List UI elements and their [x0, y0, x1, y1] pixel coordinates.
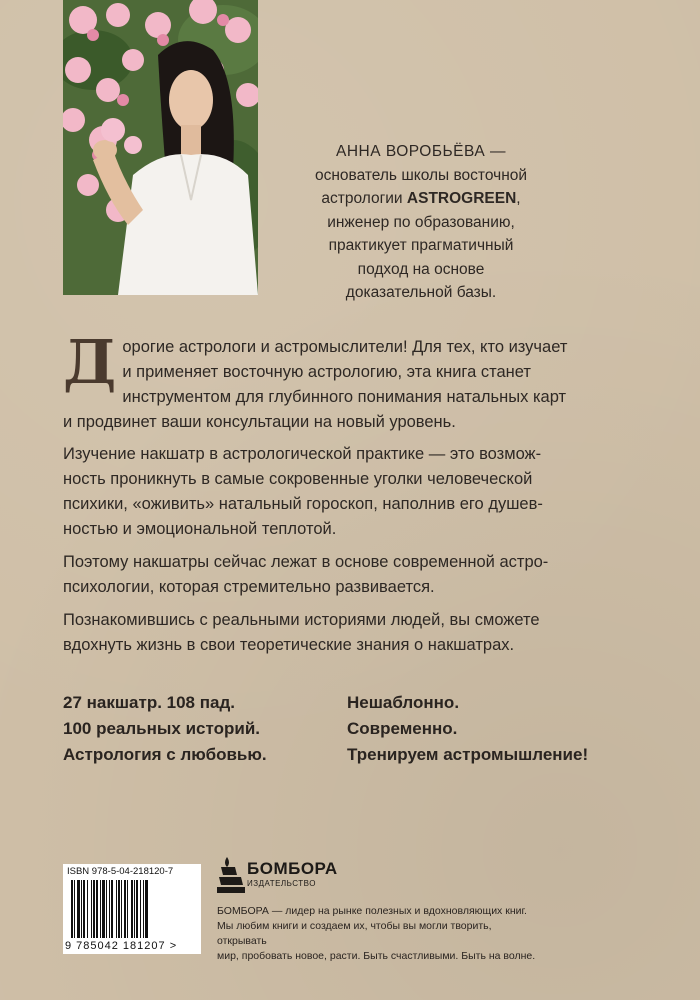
- author-line-2-prefix: астрологии: [321, 190, 407, 207]
- publisher-name: БОМБОРА: [247, 859, 338, 878]
- paragraph-1: [63, 328, 643, 435]
- paragraph-1-line-3: инструментом для глубинного понимания натальных карт: [122, 388, 567, 406]
- paragraph-3: [63, 550, 643, 600]
- taglines-left: [63, 690, 267, 768]
- isbn-barcode: [63, 864, 201, 954]
- author-line-2-suffix: ,: [516, 190, 521, 207]
- tagline-right-1: Нешаблонно.: [347, 693, 460, 712]
- publisher-blurb-line-2: Мы любим книги и создаем их, чтобы вы могли творить, открывать: [217, 920, 492, 947]
- tagline-right-2: Современно.: [347, 719, 458, 738]
- publisher-blurb-line-3: мир, пробовать новое, расти. Быть счастливыми. Быть на волне.: [217, 950, 536, 962]
- author-line-4: практикует прагматичный: [328, 237, 514, 254]
- paragraph-2: [63, 442, 643, 542]
- drop-cap: Д: [63, 328, 117, 398]
- publisher-logo: [217, 855, 342, 895]
- author-name: АННА ВОРОБЬЁВА —: [336, 143, 506, 160]
- author-line-6: доказательной базы.: [345, 284, 497, 301]
- author-line-1: основатель школы восточной: [314, 166, 528, 184]
- paragraph-2-line-1: Изучение накшатр в астрологической практике — это возмож-: [63, 445, 542, 463]
- paragraph-1-line-1: орогие астрологи и астромыслители! Для тех, кто изучает: [122, 338, 568, 356]
- paragraph-1-line-4: и продвинет ваши консультации на новый уровень.: [63, 413, 456, 431]
- publisher-sub: ИЗДАТЕЛЬСТВО: [247, 879, 316, 888]
- author-brand: ASTROGREEN: [406, 190, 517, 207]
- paragraph-2-line-4: ностью и эмоциональной теплотой.: [63, 520, 337, 538]
- tagline-right-3: Тренируем астромышление!: [347, 745, 589, 764]
- author-bio: [286, 140, 556, 305]
- paragraph-3-line-1: Поэтому накшатры сейчас лежат в основе современной астро-: [63, 553, 549, 571]
- paragraph-2-line-3: психики, «оживить» натальный гороскоп, наполнив его душев-: [63, 495, 543, 513]
- publisher-blurb: [217, 904, 537, 964]
- paragraph-3-line-2: психологии, которая стремительно развивается.: [63, 578, 435, 596]
- author-line-3: инженер по образованию,: [327, 213, 515, 231]
- publisher-blurb-line-1: БОМБОРА — лидер на рынке полезных и вдохновляющих книг.: [217, 905, 527, 917]
- isbn-text: ISBN 978-5-04-218120-7: [67, 866, 174, 877]
- publisher-logo-icon: [217, 855, 245, 895]
- paragraph-2-line-2: ность проникнуть в самые сокровенные уголки человеческой: [63, 470, 533, 488]
- tagline-left-2: 100 реальных историй.: [63, 719, 260, 738]
- tagline-left-3: Астрология с любовью.: [63, 745, 267, 764]
- tagline-left-1: 27 накшатр. 108 пад.: [63, 693, 235, 712]
- author-line-5: подход на основе: [357, 260, 485, 278]
- author-photo: [63, 0, 258, 295]
- paragraph-4-line-1: Познакомившись с реальными историями людей, вы сможете: [63, 611, 540, 629]
- paragraph-4: [63, 608, 643, 658]
- author-line-2: [286, 187, 556, 211]
- barcode-digits: 9 785042 181207 >: [65, 940, 178, 952]
- paragraph-4-line-2: вдохнуть жизнь в свои теоретические знания о накшатрах.: [63, 636, 515, 654]
- paragraph-1-line-2: и применяет восточную астрологию, эта книга станет: [122, 363, 531, 381]
- taglines-right: [347, 690, 588, 768]
